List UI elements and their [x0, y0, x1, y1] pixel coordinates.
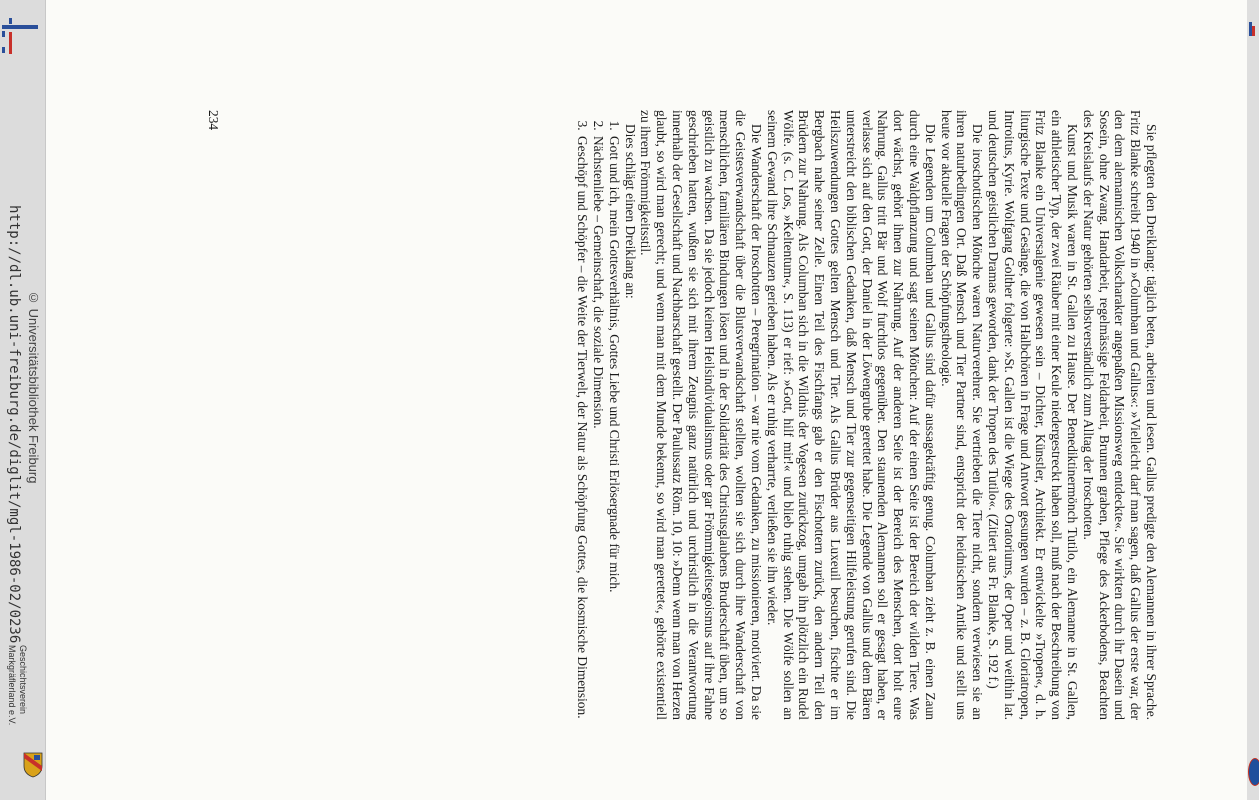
paragraph: Dies schlägt einen Dreiklang an:: [622, 124, 638, 299]
rotated-text-region: [206, 110, 1159, 720]
page-url[interactable]: http://dl.ub.uni-freiburg.de/diglit/mgl-1986-02/0236: [6, 205, 22, 644]
copyright-notice: © Universitätsbibliothek Freiburg: [26, 290, 41, 484]
crest-fragment-icon: [1248, 758, 1259, 786]
list-item: 1. Gott und ich, mein Gottesverhältnis, Gottes Liebe und Christi Erlösergnade für mich.: [606, 134, 622, 720]
numbered-list: [575, 110, 622, 720]
university-logo-icon: [0, 14, 38, 54]
viewer-right-strip: [1247, 0, 1259, 800]
paragraph: Sie pflegten den Dreiklang: täglich beten, arbeiten und lesen. Gallus predigte den Alemannen in ihrer Sprache. Fritz Blanke schreibt 1940 in »Columban und Gallus«: »Vielleicht darf man sagen, daß Gallus der erste war, der den dem alemannischen Volkscharakter angepaßten Missionsweg entdeckte«. Sie wirkten durch ihr Dasein und Sosein, ohne Zwang. Handarbeit, regelmässige Feldarbeit, Brunnen graben, Pflege des Ackerbodens, Beachten des Kreislaufs der Natur gehörten selbstverständlich zum Alltag der Iroschotten.: [1080, 110, 1159, 720]
paragraph: Die Legenden um Columban und Gallus sind dafür aussagekräftig genug. Columban zieht z. B. einen Zaun durch eine Waldpflanzung und sagt seinen Mönchen: Auf der einen Seite ist der Bereich der wilden Tiere. Was dort wächst, gehört ihnen zur Nahrung. Auf der anderen Seite ist der Bereich des Menschen, dort holt eure Nahrung. Gallus tritt Bär und Wolf furchtlos gegenüber. Den staunenden Alemannen soll er gesagt haben, er verlasse sich auf den Gott, der Daniel in der Löwengrube gerettet habe. Die Legende von Gallus und dem Bären unterstreicht den biblischen Gedanken, daß Mensch und Tier zur gegenseitigen Hilfeleistung gerufen sind. Die Heilszuwendungen Gottes gelten Mensch und Tier. Als Gallus Brüder aus Luxeuil besuchen, fischte er im Bergbach nahe seiner Zelle. Einen Teil des Fischfangs gab er den Fischottern zurück, den andern Teil den Brüdern zur Nahrung. Als Columban sich in die Wildnis der Vogesen zurückzog, umgab ihn plötzlich ein Rudel Wölfe. (s. C. Los, »Keltentum«, S. 113) er rief: »Gott, hilf mir!« und blieb ruhig stehen. Die Wölfe sollen an seinem Gewand ihre Schnauzen gerieben haben. Als er ruhig verharrte, verließen sie ihn wieder.: [764, 110, 938, 720]
scanned-page: [46, 0, 1247, 800]
page-body: [575, 110, 1159, 720]
society-line-1: Geschichtsverein: [18, 645, 28, 715]
logo-fragment-icon: [1249, 22, 1255, 36]
list-item: 2. Nächstenliebe – Gemeinschaft, die soziale Dimension.: [590, 134, 606, 720]
list-item: 3. Geschöpf und Schöpfer – die Weite der Tierwelt, der Natur als Schöpfung Gottes, die kosmische Dimension.: [575, 134, 591, 720]
page-number: 234: [206, 110, 221, 131]
paragraph: Die iroschottischen Mönche waren Naturverehrer. Sie vertrieben die Tiere nicht, sondern verwiesen sie an ihren naturbedingten Ort. Daß Mensch und Tier Partner sind, entspricht der heidnischen Antike und stellt uns heute vor aktuelle Fragen der Schöpfungstheologie.: [938, 110, 986, 720]
coat-of-arms-icon: [23, 752, 43, 778]
paragraph: Die Wanderschaft der Iroschotten – Peregrination – war nie vom Gedanken, zu missionieren, motiviert. Da sie die Geistesverwandschaft über die Blutsverwandschaft stellten, wollten sie sich durch ihre Wanderschaft von menschlichen, familiären Bindungen lösen und in der Solidarität des Christusglaubens Bruderschaft üben, um so geistlich zu wachsen. Da sie jedoch keinen Heilsindividualismus oder gar Frömmigkeitsegoismus auf ihre Fahne geschrieben hatten, wußten sie sich mit ihrem Zeugnis ganz natürlich und urchristlich in die Verantwortung innerhalb der Gesellschaft und Nachbarschaft gestellt. Der Paulussatz Röm. 10, 10: »Denn wenn man von Herzen glaubt, so wird man gerecht; und wenn man mit dem Munde bekennt, so wird man gerettet«, gehörte existentiell zu ihrem Frömmigkeitsstil.: [638, 110, 765, 720]
society-line-2: Markgräflerland e.V.: [7, 645, 17, 726]
paragraph: Kunst und Musik waren in St. Gallen zu Hause. Der Benediktinermönch Tutilo, ein Alemanne in St. Gallen, ein athletischer Typ, der zwei Räuber mit einer Keule niedergestreckt haben soll, muß nach der Beschreibung von Fritz Blanke ein Universalgenie gewesen sein – Dichter, Künstler, Architekt. Er entwickelte »Tropen«, d. h. liturgische Texte und Gesänge, die von Halbchören in Frage und Antwort gesungen wurden – z. B. Gloriatropen, Introitus, Kyrie. Wolfgang Golther folgerte: »St. Gallen ist die Wiege des Oratoriums, der Oper und weithin lat. und deutschen geistlichen Dramas geworden, dank der Tropen des Tutilo«. (Zitiert aus Fr. Blanke, S. 192 f.): [986, 110, 1081, 720]
viewer-left-band: [0, 0, 46, 800]
